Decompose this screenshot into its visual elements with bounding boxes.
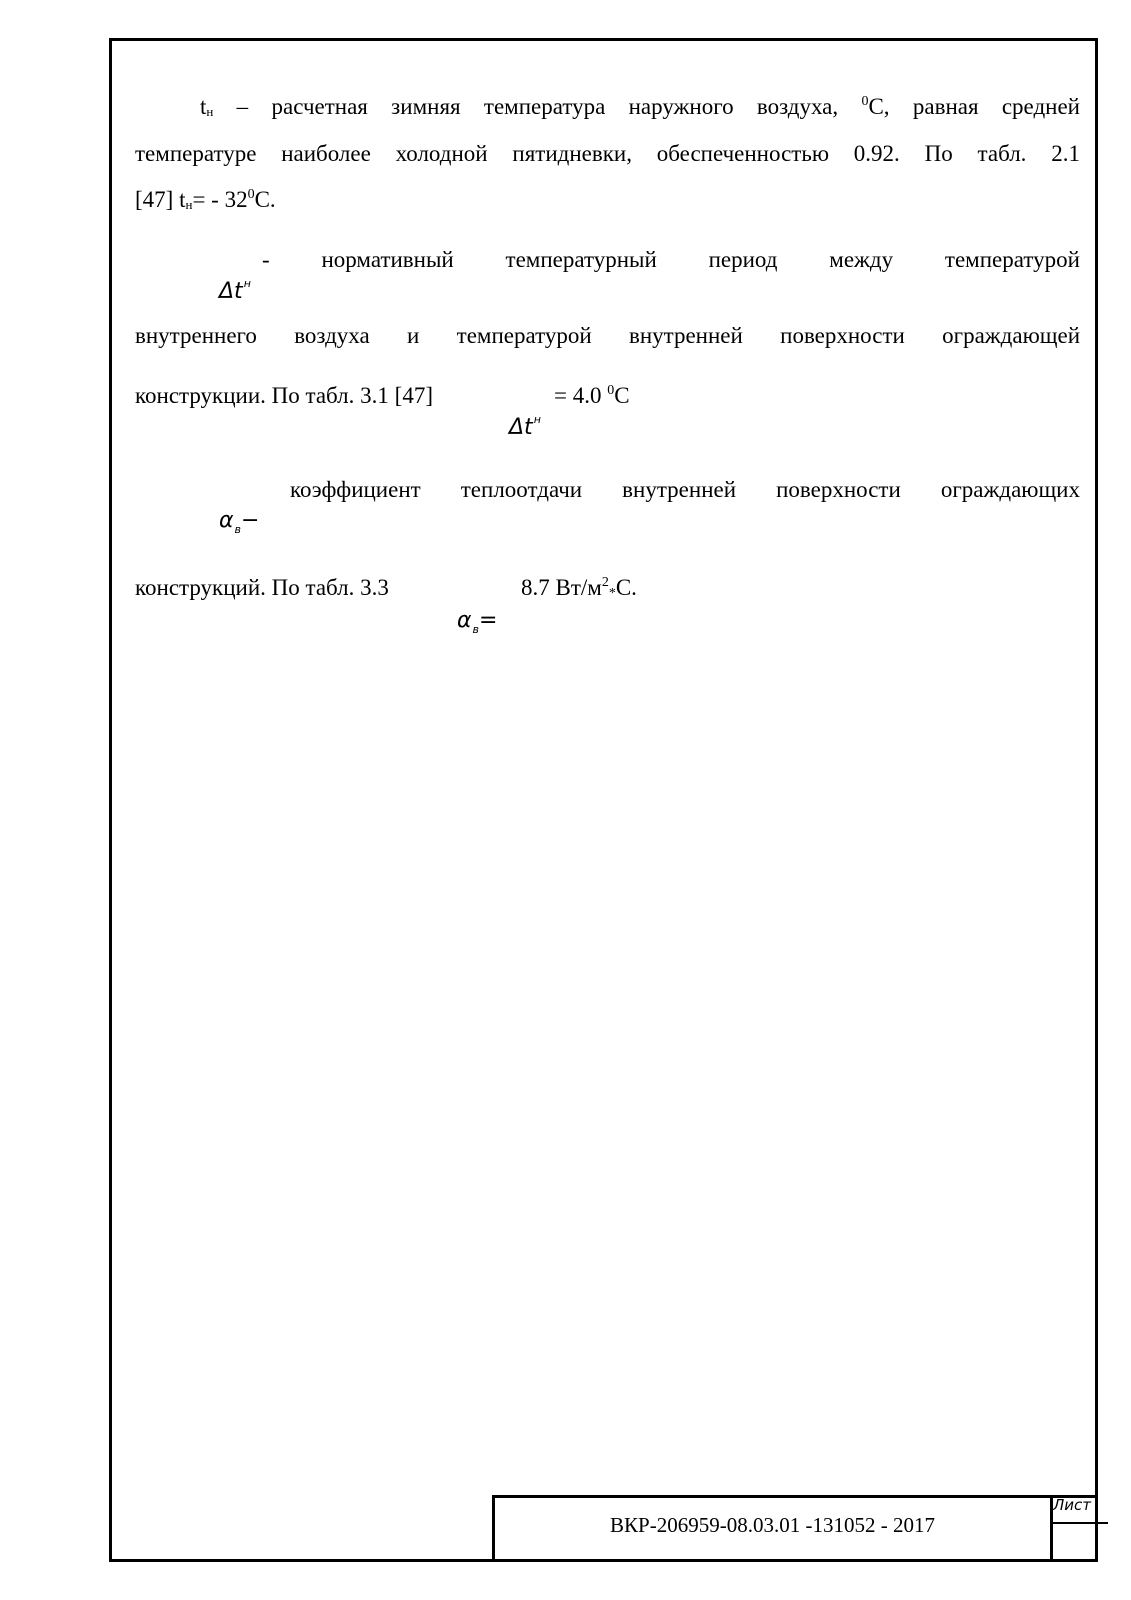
t-subscript: н xyxy=(206,104,214,119)
dash: - xyxy=(262,247,270,272)
square-sup: 2 xyxy=(601,575,609,590)
paragraph3-line1: коэффициент теплоотдачи внутренней поверхности ограждающих xyxy=(290,477,1080,502)
delta-t-symbol xyxy=(219,277,251,304)
alpha-2: α xyxy=(457,608,472,633)
sheet-label: Лист xyxy=(1053,1496,1092,1514)
alpha-value xyxy=(521,575,637,602)
t-subscript-2: н xyxy=(185,197,193,212)
word: период xyxy=(708,247,778,272)
stamp-top-line xyxy=(492,1495,1095,1498)
alpha-symbol xyxy=(219,508,259,536)
paragraph2-line1 xyxy=(262,247,1080,273)
alpha: α xyxy=(219,508,234,533)
paragraph2-line3: конструкции. По табл. 3.1 [47] xyxy=(135,383,433,408)
word: температурой xyxy=(944,247,1080,272)
unit-c: С. xyxy=(254,187,276,212)
delta-t-symbol-2 xyxy=(509,413,541,440)
stamp-sheet-divider xyxy=(1050,1522,1108,1524)
t-symbol: t xyxy=(200,94,207,119)
word: температурный xyxy=(505,247,657,272)
temp-value: = - 32 xyxy=(192,187,248,212)
alpha-symbol-2 xyxy=(457,608,497,636)
degree-sup-3: 0 xyxy=(607,383,615,398)
delta-t-sup: н xyxy=(243,277,251,290)
alpha-sub: в xyxy=(234,523,241,536)
word: между xyxy=(829,247,894,272)
paragraph1-line1 xyxy=(200,94,1080,120)
paragraph1-text-b: С, равная средней xyxy=(868,94,1080,119)
paragraph1-text-a: – расчетная зимняя температура наружного воздуха, xyxy=(213,94,862,119)
frame-bottom-line xyxy=(109,1559,1098,1562)
paragraph2-line2: внутреннего воздуха и температурой внутренней поверхности ограждающей xyxy=(135,323,1080,348)
alpha-equals: = xyxy=(479,608,498,633)
delta-t-2: Δt xyxy=(509,415,533,440)
degree-sup: 0 xyxy=(861,94,869,109)
paragraph3-line2: конструкций. По табл. 3.3 xyxy=(135,575,389,600)
delta-t-value xyxy=(554,383,630,409)
ref-47: [47] t xyxy=(135,187,186,212)
value-8-7: 8.7 Вт/м xyxy=(521,575,602,600)
alpha-dash: − xyxy=(241,508,260,533)
paragraph1-line3 xyxy=(135,187,276,213)
document-code: ВКР-206959-08.03.01 -131052 - 2017 xyxy=(610,1513,935,1537)
unit-c-3: С. xyxy=(615,575,637,600)
unit-c-2: С xyxy=(614,383,630,408)
alpha-sub-2: в xyxy=(472,623,479,636)
delta-t-sup-2: н xyxy=(533,413,541,426)
word: нормативный xyxy=(321,247,454,272)
multiply-star: * xyxy=(608,586,616,601)
degree-sup-2: 0 xyxy=(247,187,255,202)
delta-t: Δt xyxy=(219,279,243,304)
paragraph1-line2: температуре наиболее холодной пятидневки, обеспеченностью 0.92. По табл. 2.1 xyxy=(135,141,1080,166)
value-4: = 4.0 xyxy=(554,383,608,408)
